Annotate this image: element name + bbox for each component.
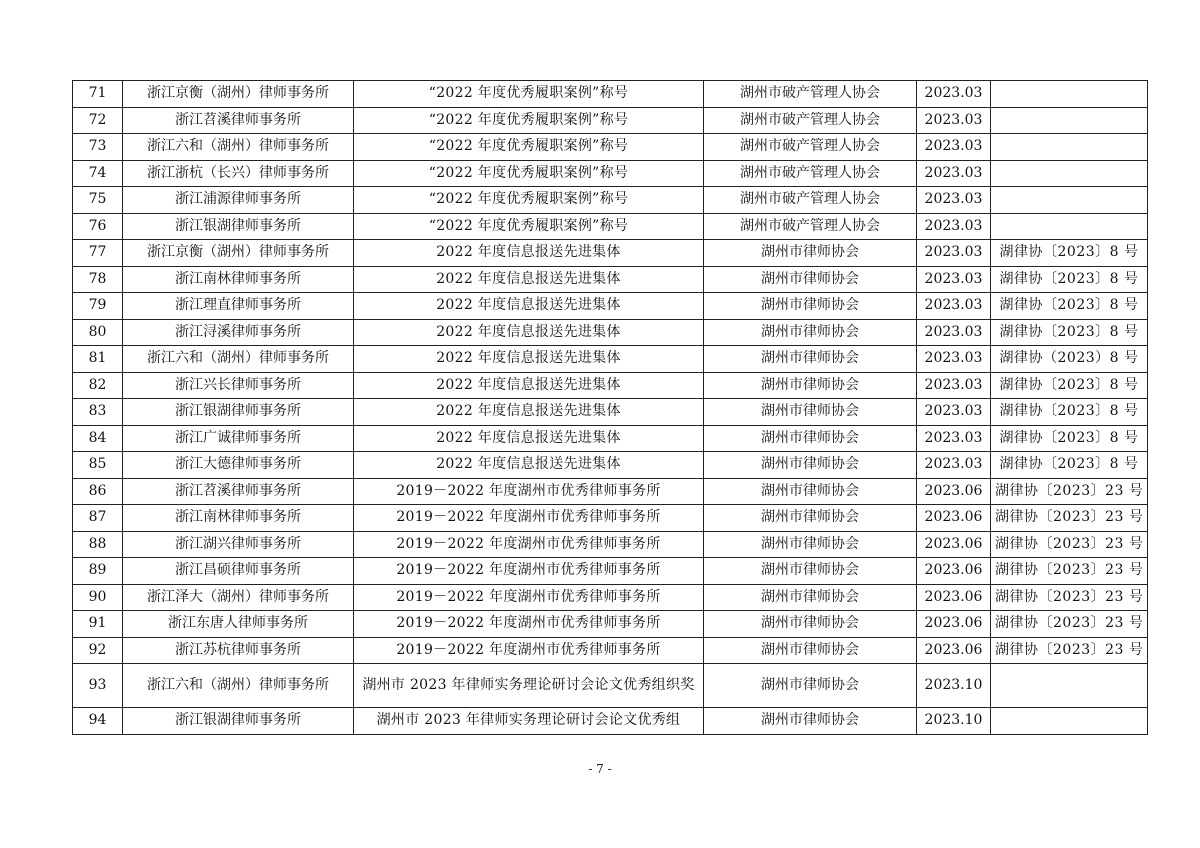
award-name-cell: 2022 年度信息报送先进集体	[354, 372, 704, 399]
award-name-cell: “2022 年度优秀履职案例”称号	[354, 134, 704, 161]
doc-no-cell: 湖律协〔2023〕23 号	[991, 637, 1148, 664]
doc-no-cell: 湖律协〔2023〕8 号	[991, 372, 1148, 399]
firm-name-cell: 浙江浔溪律师事务所	[123, 319, 354, 346]
award-date-cell: 2023.06	[917, 531, 991, 558]
award-name-cell: 2022 年度信息报送先进集体	[354, 266, 704, 293]
award-name-cell: “2022 年度优秀履职案例”称号	[354, 213, 704, 240]
row-number-cell: 83	[73, 399, 123, 426]
award-name-cell: “2022 年度优秀履职案例”称号	[354, 107, 704, 134]
firm-name-cell: 浙江银湖律师事务所	[123, 213, 354, 240]
award-date-cell: 2023.03	[917, 293, 991, 320]
firm-name-cell: 浙江泽大（湖州）律师事务所	[123, 584, 354, 611]
award-date-cell: 2023.06	[917, 637, 991, 664]
issuing-body-cell: 湖州市律师协会	[704, 478, 917, 505]
firm-name-cell: 浙江六和（湖州）律师事务所	[123, 664, 354, 708]
firm-name-cell: 浙江湖兴律师事务所	[123, 531, 354, 558]
doc-no-cell: 湖律协〔2023〕23 号	[991, 478, 1148, 505]
award-name-cell: 2022 年度信息报送先进集体	[354, 425, 704, 452]
table-row	[73, 425, 1148, 452]
award-date-cell: 2023.06	[917, 611, 991, 638]
doc-no-cell: 湖律协〔2023〕23 号	[991, 531, 1148, 558]
table-row	[73, 240, 1148, 267]
award-name-cell: 2019－2022 年度湖州市优秀律师事务所	[354, 611, 704, 638]
award-name-cell: “2022 年度优秀履职案例”称号	[354, 187, 704, 214]
doc-no-cell	[991, 107, 1148, 134]
award-date-cell: 2023.03	[917, 372, 991, 399]
award-date-cell: 2023.06	[917, 505, 991, 532]
row-number-cell: 71	[73, 81, 123, 108]
award-name-cell: 2019－2022 年度湖州市优秀律师事务所	[354, 558, 704, 585]
doc-no-cell: 湖律协〔2023〕23 号	[991, 584, 1148, 611]
row-number-cell: 87	[73, 505, 123, 532]
doc-no-cell: 湖律协〔2023〕8 号	[991, 266, 1148, 293]
row-number-cell: 76	[73, 213, 123, 240]
row-number-cell: 78	[73, 266, 123, 293]
firm-name-cell: 浙江京衡（湖州）律师事务所	[123, 240, 354, 267]
issuing-body-cell: 湖州市律师协会	[704, 637, 917, 664]
row-number-cell: 77	[73, 240, 123, 267]
award-date-cell: 2023.03	[917, 319, 991, 346]
firm-name-cell: 浙江南林律师事务所	[123, 266, 354, 293]
row-number-cell: 72	[73, 107, 123, 134]
table-row	[73, 346, 1148, 373]
table-row	[73, 505, 1148, 532]
firm-name-cell: 浙江昌硕律师事务所	[123, 558, 354, 585]
award-date-cell: 2023.10	[917, 708, 991, 735]
award-name-cell: 2022 年度信息报送先进集体	[354, 399, 704, 426]
table-row	[73, 584, 1148, 611]
table-row	[73, 611, 1148, 638]
doc-no-cell	[991, 213, 1148, 240]
doc-no-cell: 湖律协〔2023〕8 号	[991, 240, 1148, 267]
award-date-cell: 2023.06	[917, 558, 991, 585]
issuing-body-cell: 湖州市律师协会	[704, 611, 917, 638]
firm-name-cell: 浙江苏杭律师事务所	[123, 637, 354, 664]
doc-no-cell: 湖律协（2023）8 号	[991, 346, 1148, 373]
firm-name-cell: 浙江大德律师事务所	[123, 452, 354, 479]
doc-no-cell: 湖律协〔2023〕8 号	[991, 293, 1148, 320]
firm-name-cell: 浙江京衡（湖州）律师事务所	[123, 81, 354, 108]
award-date-cell: 2023.03	[917, 240, 991, 267]
award-name-cell: 2022 年度信息报送先进集体	[354, 319, 704, 346]
row-number-cell: 75	[73, 187, 123, 214]
award-name-cell: 2022 年度信息报送先进集体	[354, 293, 704, 320]
table-row	[73, 319, 1148, 346]
issuing-body-cell: 湖州市律师协会	[704, 584, 917, 611]
issuing-body-cell: 湖州市律师协会	[704, 399, 917, 426]
issuing-body-cell: 湖州市律师协会	[704, 708, 917, 735]
row-number-cell: 88	[73, 531, 123, 558]
row-number-cell: 94	[73, 708, 123, 735]
page-number: - 7 -	[588, 762, 612, 776]
doc-no-cell: 湖律协〔2023〕8 号	[991, 425, 1148, 452]
award-date-cell: 2023.03	[917, 81, 991, 108]
award-date-cell: 2023.10	[917, 664, 991, 708]
issuing-body-cell: 湖州市破产管理人协会	[704, 81, 917, 108]
row-number-cell: 74	[73, 160, 123, 187]
awards-table-body	[73, 81, 1148, 735]
issuing-body-cell: 湖州市律师协会	[704, 319, 917, 346]
award-name-cell: 2019－2022 年度湖州市优秀律师事务所	[354, 478, 704, 505]
table-row	[73, 478, 1148, 505]
award-date-cell: 2023.03	[917, 346, 991, 373]
award-date-cell: 2023.03	[917, 107, 991, 134]
doc-no-cell: 湖律协〔2023〕23 号	[991, 611, 1148, 638]
firm-name-cell: 浙江兴长律师事务所	[123, 372, 354, 399]
firm-name-cell: 浙江浦源律师事务所	[123, 187, 354, 214]
award-date-cell: 2023.03	[917, 399, 991, 426]
firm-name-cell: 浙江六和（湖州）律师事务所	[123, 134, 354, 161]
row-number-cell: 90	[73, 584, 123, 611]
firm-name-cell: 浙江南林律师事务所	[123, 505, 354, 532]
firm-name-cell: 浙江银湖律师事务所	[123, 708, 354, 735]
firm-name-cell: 浙江东唐人律师事务所	[123, 611, 354, 638]
awards-table	[72, 80, 1148, 735]
award-date-cell: 2023.03	[917, 160, 991, 187]
award-date-cell: 2023.03	[917, 213, 991, 240]
doc-no-cell: 湖律协〔2023〕23 号	[991, 505, 1148, 532]
doc-no-cell	[991, 134, 1148, 161]
award-date-cell: 2023.03	[917, 425, 991, 452]
table-row	[73, 558, 1148, 585]
row-number-cell: 85	[73, 452, 123, 479]
table-row	[73, 187, 1148, 214]
firm-name-cell: 浙江六和（湖州）律师事务所	[123, 346, 354, 373]
award-name-cell: 2022 年度信息报送先进集体	[354, 346, 704, 373]
table-row	[73, 531, 1148, 558]
issuing-body-cell: 湖州市律师协会	[704, 266, 917, 293]
row-number-cell: 91	[73, 611, 123, 638]
table-row	[73, 107, 1148, 134]
doc-no-cell: 湖律协〔2023〕8 号	[991, 452, 1148, 479]
row-number-cell: 89	[73, 558, 123, 585]
table-row	[73, 399, 1148, 426]
issuing-body-cell: 湖州市律师协会	[704, 346, 917, 373]
award-date-cell: 2023.03	[917, 266, 991, 293]
doc-no-cell: 湖律协〔2023〕23 号	[991, 558, 1148, 585]
firm-name-cell: 浙江苕溪律师事务所	[123, 107, 354, 134]
table-row	[73, 266, 1148, 293]
award-date-cell: 2023.06	[917, 478, 991, 505]
award-date-cell: 2023.03	[917, 452, 991, 479]
issuing-body-cell: 湖州市破产管理人协会	[704, 107, 917, 134]
table-row	[73, 637, 1148, 664]
table-row	[73, 372, 1148, 399]
row-number-cell: 82	[73, 372, 123, 399]
table-row	[73, 293, 1148, 320]
table-row	[73, 160, 1148, 187]
table-row	[73, 708, 1148, 735]
doc-no-cell	[991, 664, 1148, 708]
doc-no-cell	[991, 187, 1148, 214]
table-row	[73, 81, 1148, 108]
award-date-cell: 2023.06	[917, 584, 991, 611]
firm-name-cell: 浙江浙杭（长兴）律师事务所	[123, 160, 354, 187]
issuing-body-cell: 湖州市律师协会	[704, 372, 917, 399]
award-name-cell: “2022 年度优秀履职案例”称号	[354, 160, 704, 187]
table-row	[73, 213, 1148, 240]
award-name-cell: 2019－2022 年度湖州市优秀律师事务所	[354, 637, 704, 664]
award-name-cell: 2022 年度信息报送先进集体	[354, 452, 704, 479]
row-number-cell: 81	[73, 346, 123, 373]
firm-name-cell: 浙江银湖律师事务所	[123, 399, 354, 426]
issuing-body-cell: 湖州市破产管理人协会	[704, 187, 917, 214]
doc-no-cell	[991, 81, 1148, 108]
table-row	[73, 664, 1148, 708]
issuing-body-cell: 湖州市律师协会	[704, 240, 917, 267]
award-name-cell: 2019－2022 年度湖州市优秀律师事务所	[354, 584, 704, 611]
firm-name-cell: 浙江广诚律师事务所	[123, 425, 354, 452]
issuing-body-cell: 湖州市律师协会	[704, 664, 917, 708]
row-number-cell: 73	[73, 134, 123, 161]
doc-no-cell	[991, 708, 1148, 735]
award-name-cell: 2019－2022 年度湖州市优秀律师事务所	[354, 505, 704, 532]
row-number-cell: 92	[73, 637, 123, 664]
issuing-body-cell: 湖州市律师协会	[704, 293, 917, 320]
issuing-body-cell: 湖州市律师协会	[704, 531, 917, 558]
issuing-body-cell: 湖州市破产管理人协会	[704, 213, 917, 240]
table-row	[73, 134, 1148, 161]
award-date-cell: 2023.03	[917, 187, 991, 214]
issuing-body-cell: 湖州市律师协会	[704, 452, 917, 479]
issuing-body-cell: 湖州市律师协会	[704, 505, 917, 532]
award-name-cell: 2019－2022 年度湖州市优秀律师事务所	[354, 531, 704, 558]
firm-name-cell: 浙江理直律师事务所	[123, 293, 354, 320]
doc-no-cell: 湖律协〔2023〕8 号	[991, 319, 1148, 346]
award-name-cell: 2022 年度信息报送先进集体	[354, 240, 704, 267]
row-number-cell: 84	[73, 425, 123, 452]
row-number-cell: 86	[73, 478, 123, 505]
issuing-body-cell: 湖州市律师协会	[704, 425, 917, 452]
award-name-cell: 湖州市 2023 年律师实务理论研讨会论文优秀组	[354, 708, 704, 735]
table-row	[73, 452, 1148, 479]
award-name-cell: “2022 年度优秀履职案例”称号	[354, 81, 704, 108]
row-number-cell: 80	[73, 319, 123, 346]
award-name-cell: 湖州市 2023 年律师实务理论研讨会论文优秀组织奖	[354, 664, 704, 708]
issuing-body-cell: 湖州市破产管理人协会	[704, 134, 917, 161]
firm-name-cell: 浙江苕溪律师事务所	[123, 478, 354, 505]
row-number-cell: 79	[73, 293, 123, 320]
doc-no-cell: 湖律协〔2023〕8 号	[991, 399, 1148, 426]
issuing-body-cell: 湖州市律师协会	[704, 558, 917, 585]
row-number-cell: 93	[73, 664, 123, 708]
award-date-cell: 2023.03	[917, 134, 991, 161]
issuing-body-cell: 湖州市破产管理人协会	[704, 160, 917, 187]
doc-no-cell	[991, 160, 1148, 187]
